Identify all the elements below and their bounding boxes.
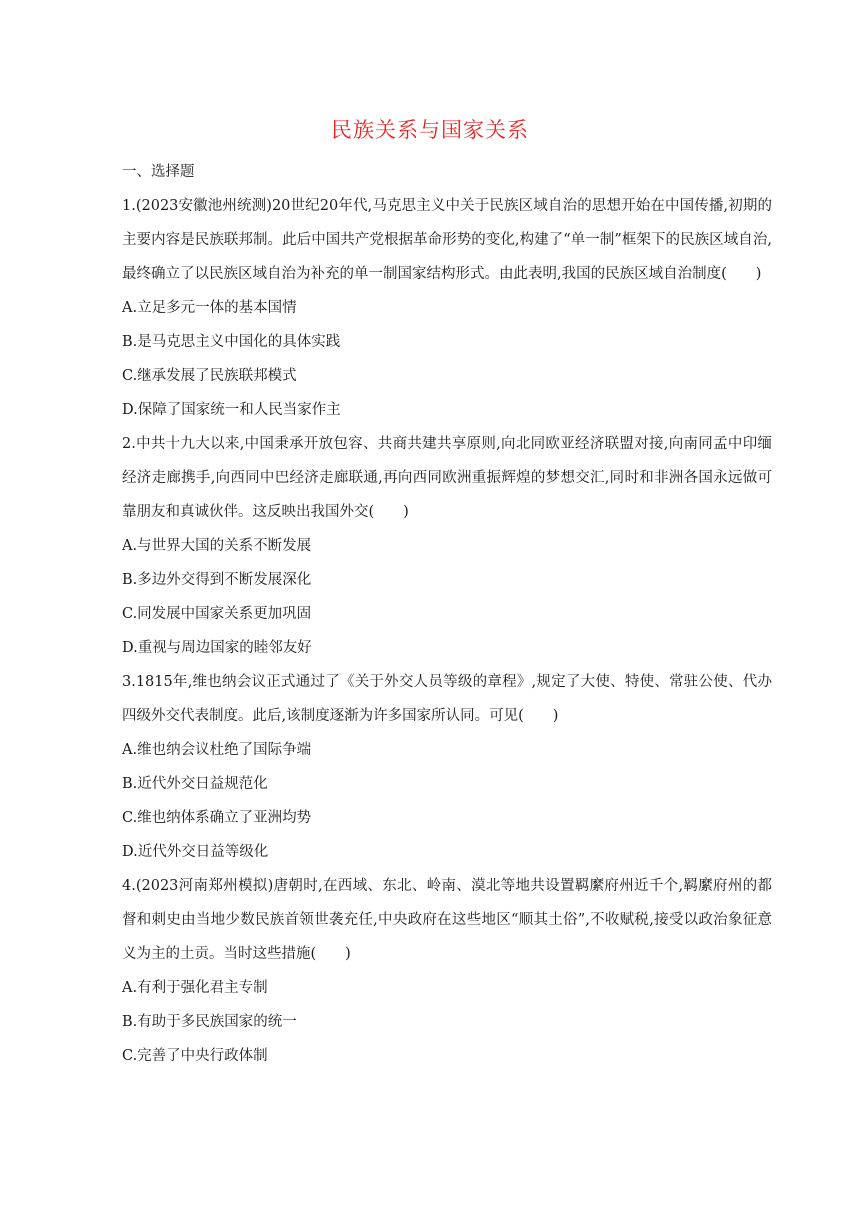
option-c: C.继承发展了民族联邦模式: [122, 368, 297, 384]
question-4: [122, 869, 772, 1073]
question-stem: 2.中共十九大以来,中国秉承开放包容、共商共建共享原则,向北同欧亚经济联盟对接,向南同孟中印缅经济走廊携手,向西同中巴经济走廊联通,再向西同欧洲重振辉煌的梦想交汇,同时和非洲各国永远做可靠朋友和真诚伙伴。这反映出我国外交( ): [122, 436, 772, 520]
question-1: [122, 189, 772, 427]
option-d: D.重视与周边国家的睦邻友好: [122, 640, 312, 656]
question-2: [122, 427, 772, 665]
document-body: [122, 155, 772, 1073]
option-b: B.有助于多民族国家的统一: [122, 1014, 297, 1030]
option-b: B.是马克思主义中国化的具体实践: [122, 334, 341, 350]
option-a: A.与世界大国的关系不断发展: [122, 538, 312, 554]
question-stem: 3.1815年,维也纳会议正式通过了《关于外交人员等级的章程》,规定了大使、特使、常驻公使、代办四级外交代表制度。此后,该制度逐渐为许多国家所认同。可见( ): [122, 674, 772, 724]
question-stem: 1.(2023安徽池州统测)20世纪20年代,马克思主义中关于民族区域自治的思想开始在中国传播,初期的主要内容是民族联邦制。此后中国共产党根据革命形势的变化,构建了“单一制”框架下的民族区域自治,最终确立了以民族区域自治为补充的单一制国家结构形式。由此表明,我国的民族区域自治制度( ): [122, 198, 772, 282]
option-d: D.近代外交日益等级化: [122, 844, 269, 860]
option-c: C.同发展中国家关系更加巩固: [122, 606, 312, 622]
option-c: C.维也纳体系确立了亚洲均势: [122, 810, 312, 826]
option-c: C.完善了中央行政体制: [122, 1048, 268, 1064]
option-d: D.保障了国家统一和人民当家作主: [122, 402, 341, 418]
section-heading: 一、选择题: [122, 164, 195, 180]
question-3: [122, 665, 772, 869]
option-a: A.维也纳会议杜绝了国际争端: [122, 742, 312, 758]
document-title: 民族关系与国家关系: [331, 118, 529, 142]
option-b: B.近代外交日益规范化: [122, 776, 268, 792]
option-b: B.多边外交得到不断发展深化: [122, 572, 312, 588]
option-a: A.立足多元一体的基本国情: [122, 300, 297, 316]
option-a: A.有利于强化君主专制: [122, 980, 268, 996]
question-stem: 4.(2023河南郑州模拟)唐朝时,在西域、东北、岭南、漠北等地共设置羁縻府州近千个,羁縻府州的都督和刺史由当地少数民族首领世袭充任,中央政府在这些地区“顺其土俗”,不收赋税,接受以政治象征意义为主的土贡。当时这些措施( ): [122, 878, 772, 962]
